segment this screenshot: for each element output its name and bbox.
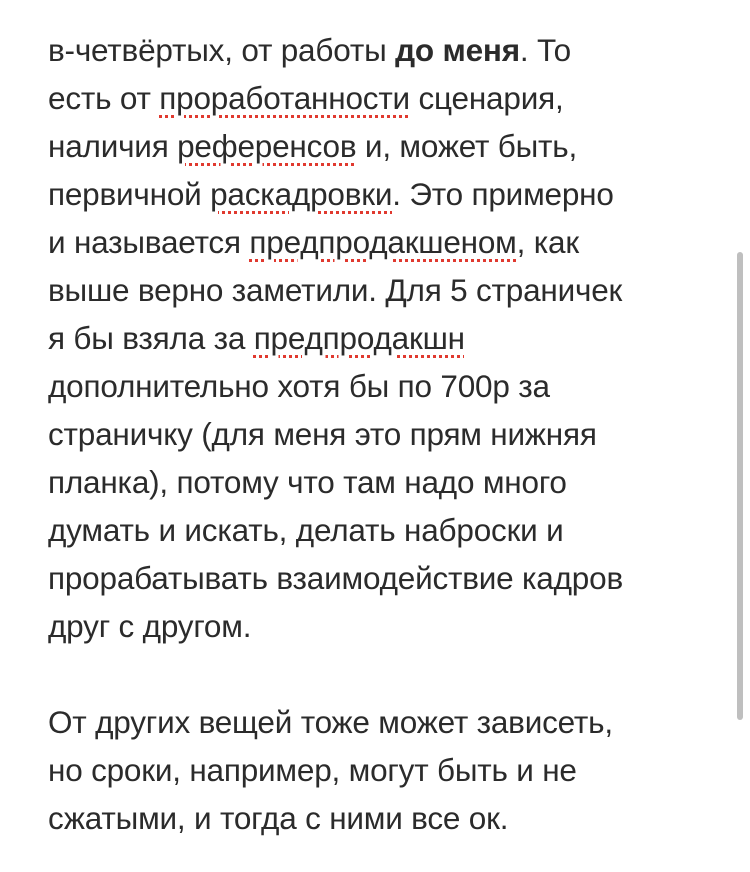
text-segment: и называется — [48, 224, 250, 260]
text-line: но сроки, например, могут быть и не — [48, 752, 577, 788]
text-line: сжатыми, и тогда с ними все ок. — [48, 800, 509, 836]
text-segment: . Это примерно — [392, 176, 614, 212]
misspelled-word[interactable]: предпродакшеном — [249, 224, 517, 260]
text-line: дополнительно хотя бы по 700р за — [48, 368, 550, 404]
misspelled-word[interactable]: референсов — [177, 128, 357, 164]
text-segment: . То — [519, 32, 571, 68]
misspelled-word[interactable]: проработанности — [159, 80, 410, 116]
text-segment: наличия — [48, 128, 178, 164]
text-line: друг с другом. — [48, 608, 252, 644]
text-segment: есть от — [48, 80, 160, 116]
text-segment: в-четвёртых, от работы — [48, 32, 396, 68]
text-line: выше верно заметили. Для 5 страничек — [48, 272, 623, 308]
text-line — [48, 26, 738, 74]
bold-text: до меня — [395, 32, 520, 68]
text-line — [48, 314, 738, 362]
misspelled-word[interactable]: предпродакшн — [253, 320, 465, 356]
text-segment: и, может быть, — [356, 128, 578, 164]
text-segment: , как — [516, 224, 579, 260]
text-segment: я бы взяла за — [48, 320, 254, 356]
text-line — [48, 218, 738, 266]
text-line: От других вещей тоже может зависеть, — [48, 704, 613, 740]
text-line — [48, 74, 738, 122]
note-body[interactable] — [48, 26, 738, 842]
misspelled-word[interactable]: раскадровки — [210, 176, 393, 212]
paragraph-spacer — [48, 650, 738, 698]
text-segment: сценария, — [409, 80, 564, 116]
text-line: планка), потому что там надо много — [48, 464, 567, 500]
text-line — [48, 170, 738, 218]
text-line — [48, 122, 738, 170]
text-segment: первичной — [48, 176, 211, 212]
text-line: прорабатывать взаимодействие кадров — [48, 560, 623, 596]
text-line: страничку (для меня это прям нижняя — [48, 416, 597, 452]
vertical-scrollbar[interactable] — [737, 252, 743, 720]
text-line: думать и искать, делать наброски и — [48, 512, 564, 548]
